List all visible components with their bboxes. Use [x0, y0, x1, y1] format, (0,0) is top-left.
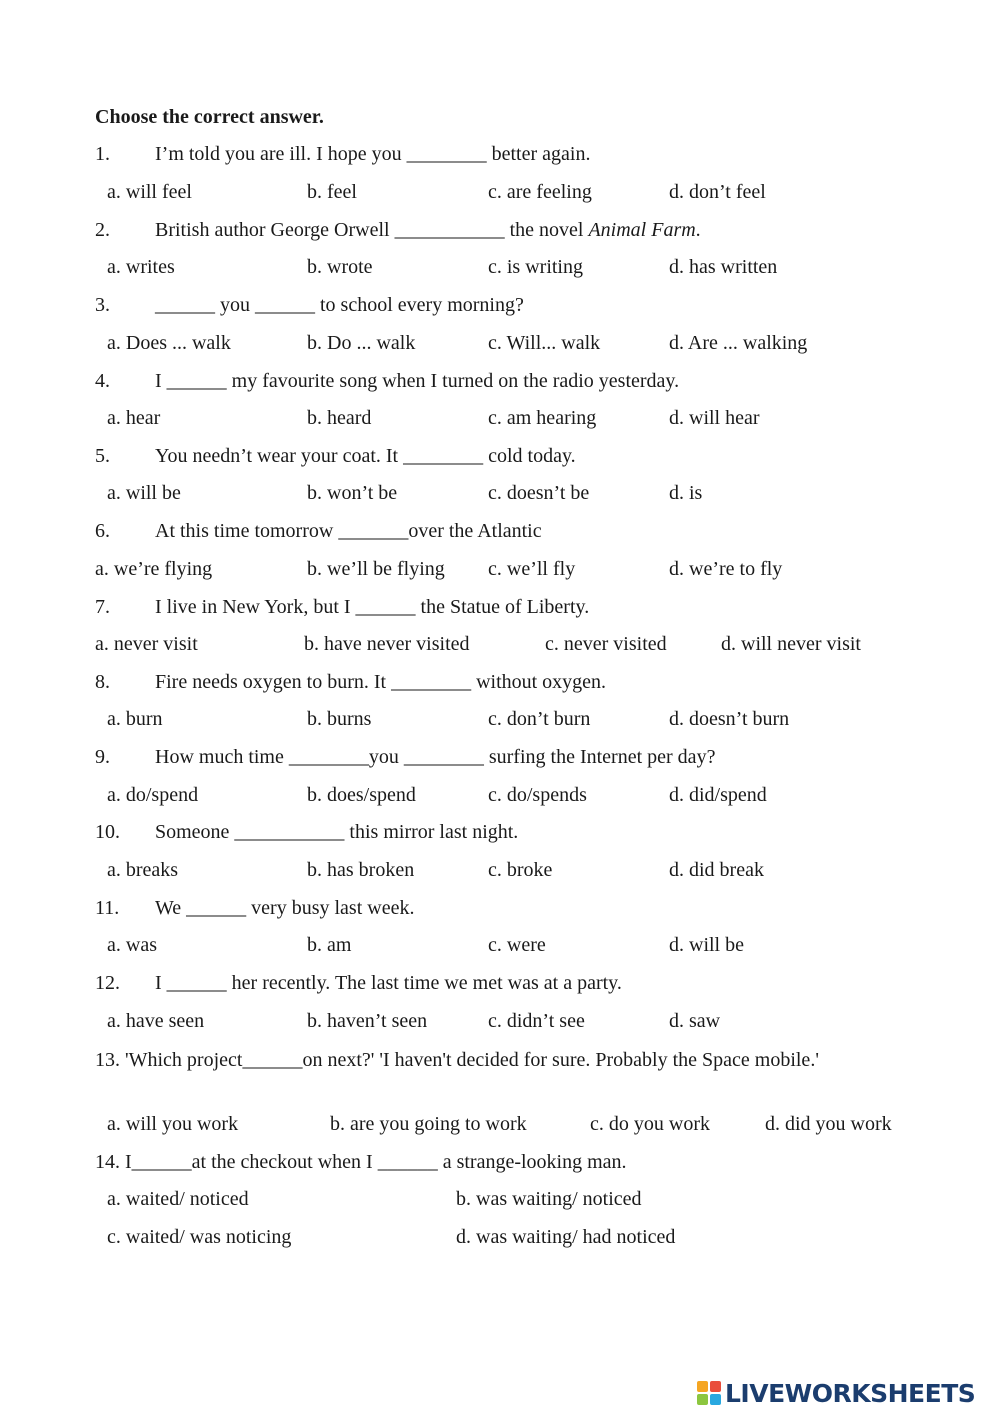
- question-1: [95, 143, 590, 166]
- option-13b[interactable]: b. are you going to work: [330, 1113, 527, 1135]
- option-3c[interactable]: c. Will... walk: [488, 332, 601, 354]
- option-6a[interactable]: a. we’re flying: [95, 558, 213, 580]
- option-6b[interactable]: b. we’ll be flying: [307, 558, 445, 580]
- option-9c[interactable]: c. do/spends: [488, 784, 587, 806]
- option-2a[interactable]: a. writes: [107, 256, 175, 278]
- question-text: I ______ my favourite song when I turned on the radio yesterday.: [155, 370, 680, 392]
- question-13: [95, 1046, 928, 1075]
- question-text: We ______ very busy last week.: [155, 897, 415, 919]
- option-13a[interactable]: a. will you work: [107, 1113, 239, 1135]
- option-11a[interactable]: a. was: [107, 934, 157, 956]
- question-number: 6.: [95, 520, 110, 542]
- option-13c[interactable]: c. do you work: [590, 1113, 710, 1135]
- question-number: 2.: [95, 219, 110, 241]
- option-12c[interactable]: c. didn’t see: [488, 1010, 585, 1032]
- question-text: You needn’t wear your coat. It ________ cold today.: [155, 445, 576, 467]
- option-3b[interactable]: b. Do ... walk: [307, 332, 416, 354]
- option-2b[interactable]: b. wrote: [307, 256, 373, 278]
- option-5c[interactable]: c. doesn’t be: [488, 482, 590, 504]
- option-12a[interactable]: a. have seen: [107, 1010, 205, 1032]
- question-9: [95, 746, 715, 769]
- mark-square-4: [710, 1394, 721, 1405]
- question-number: 13.: [95, 1049, 120, 1071]
- question-14: [95, 1151, 627, 1174]
- question-8: [95, 671, 606, 694]
- option-2c[interactable]: c. is writing: [488, 256, 583, 278]
- question-4: [95, 370, 679, 393]
- question-number: 10.: [95, 821, 120, 843]
- brand-name: LIVEWORKSHEETS: [725, 1378, 976, 1408]
- option-11c[interactable]: c. were: [488, 934, 546, 956]
- option-10c[interactable]: c. broke: [488, 859, 553, 881]
- question-text: I ______ her recently. The last time we met was at a party.: [155, 972, 622, 994]
- question-text: I live in New York, but I ______ the Statue of Liberty.: [155, 596, 590, 618]
- mark-square-1: [697, 1381, 708, 1392]
- question-number: 12.: [95, 972, 120, 994]
- mark-square-3: [697, 1394, 708, 1405]
- question-2: [95, 219, 701, 242]
- question-text: ______ you ______ to school every morning?: [155, 294, 524, 316]
- option-12b[interactable]: b. haven’t seen: [307, 1010, 428, 1032]
- option-9b[interactable]: b. does/spend: [307, 784, 416, 806]
- option-6c[interactable]: c. we’ll fly: [488, 558, 576, 580]
- question-text: I______at the checkout when I ______ a strange-looking man.: [125, 1151, 627, 1173]
- option-4d[interactable]: d. will hear: [669, 407, 760, 429]
- option-14c[interactable]: c. waited/ was noticing: [107, 1226, 292, 1248]
- option-5a[interactable]: a. will be: [107, 482, 181, 504]
- option-4b[interactable]: b. heard: [307, 407, 372, 429]
- option-10a[interactable]: a. breaks: [107, 859, 179, 881]
- question-text: British author George Orwell ___________ the novel: [155, 219, 589, 241]
- question-text: Fire needs oxygen to burn. It ________ without oxygen.: [155, 671, 607, 693]
- option-1b[interactable]: b. feel: [307, 181, 357, 203]
- option-2d[interactable]: d. has written: [669, 256, 778, 278]
- option-14b[interactable]: b. was waiting/ noticed: [456, 1188, 642, 1210]
- question-text-italic: Animal Farm: [588, 219, 696, 241]
- option-6d[interactable]: d. we’re to fly: [669, 558, 783, 580]
- liveworksheets-logo[interactable]: [697, 1377, 975, 1409]
- option-11d[interactable]: d. will be: [669, 934, 744, 956]
- question-5: [95, 445, 576, 468]
- option-4a[interactable]: a. hear: [107, 407, 161, 429]
- question-text: 'Which project______on next?' 'I haven't decided for sure. Probably the Space mobile.': [125, 1049, 819, 1071]
- option-7a[interactable]: a. never visit: [95, 633, 198, 655]
- question-3: [95, 294, 524, 317]
- option-8c[interactable]: c. don’t burn: [488, 708, 591, 730]
- question-text: At this time tomorrow _______over the Atlantic: [155, 520, 542, 542]
- option-14a[interactable]: a. waited/ noticed: [107, 1188, 249, 1210]
- option-8b[interactable]: b. burns: [307, 708, 372, 730]
- option-7d[interactable]: d. will never visit: [721, 633, 861, 655]
- question-number: 14.: [95, 1151, 120, 1173]
- question-number: 9.: [95, 746, 110, 768]
- option-11b[interactable]: b. am: [307, 934, 352, 956]
- mark-square-2: [710, 1381, 721, 1392]
- option-12d[interactable]: d. saw: [669, 1010, 721, 1032]
- instruction-heading: Choose the correct answer.: [95, 106, 324, 128]
- option-8a[interactable]: a. burn: [107, 708, 163, 730]
- question-text: I’m told you are ill. I hope you ________ better again.: [155, 143, 591, 165]
- option-10d[interactable]: d. did break: [669, 859, 764, 881]
- option-9a[interactable]: a. do/spend: [107, 784, 199, 806]
- question-text: How much time ________you ________ surfing the Internet per day?: [155, 746, 716, 768]
- option-3d[interactable]: d. Are ... walking: [669, 332, 808, 354]
- option-3a[interactable]: a. Does ... walk: [107, 332, 231, 354]
- option-1c[interactable]: c. are feeling: [488, 181, 592, 203]
- option-5b[interactable]: b. won’t be: [307, 482, 398, 504]
- option-14d[interactable]: d. was waiting/ had noticed: [456, 1226, 676, 1248]
- question-number: 1.: [95, 143, 110, 165]
- option-7c[interactable]: c. never visited: [545, 633, 667, 655]
- question-number: 4.: [95, 370, 110, 392]
- question-text: Someone ___________ this mirror last night.: [155, 821, 519, 843]
- option-9d[interactable]: d. did/spend: [669, 784, 767, 806]
- question-number: 5.: [95, 445, 110, 467]
- option-1a[interactable]: a. will feel: [107, 181, 192, 203]
- option-8d[interactable]: d. doesn’t burn: [669, 708, 790, 730]
- question-6: [95, 520, 542, 543]
- question-number: 7.: [95, 596, 110, 618]
- option-7b[interactable]: b. have never visited: [304, 633, 470, 655]
- liveworksheets-mark-icon: [697, 1381, 721, 1405]
- question-7: [95, 596, 589, 619]
- question-text-end: .: [695, 219, 701, 241]
- question-12: [95, 972, 622, 995]
- option-5d[interactable]: d. is: [669, 482, 703, 504]
- question-10: [95, 821, 518, 844]
- option-13d[interactable]: d. did you work: [765, 1113, 892, 1135]
- option-10b[interactable]: b. has broken: [307, 859, 415, 881]
- question-11: [95, 897, 414, 920]
- question-number: 3.: [95, 294, 110, 316]
- option-4c[interactable]: c. am hearing: [488, 407, 597, 429]
- question-number: 8.: [95, 671, 110, 693]
- question-number: 11.: [95, 897, 120, 919]
- option-1d[interactable]: d. don’t feel: [669, 181, 766, 203]
